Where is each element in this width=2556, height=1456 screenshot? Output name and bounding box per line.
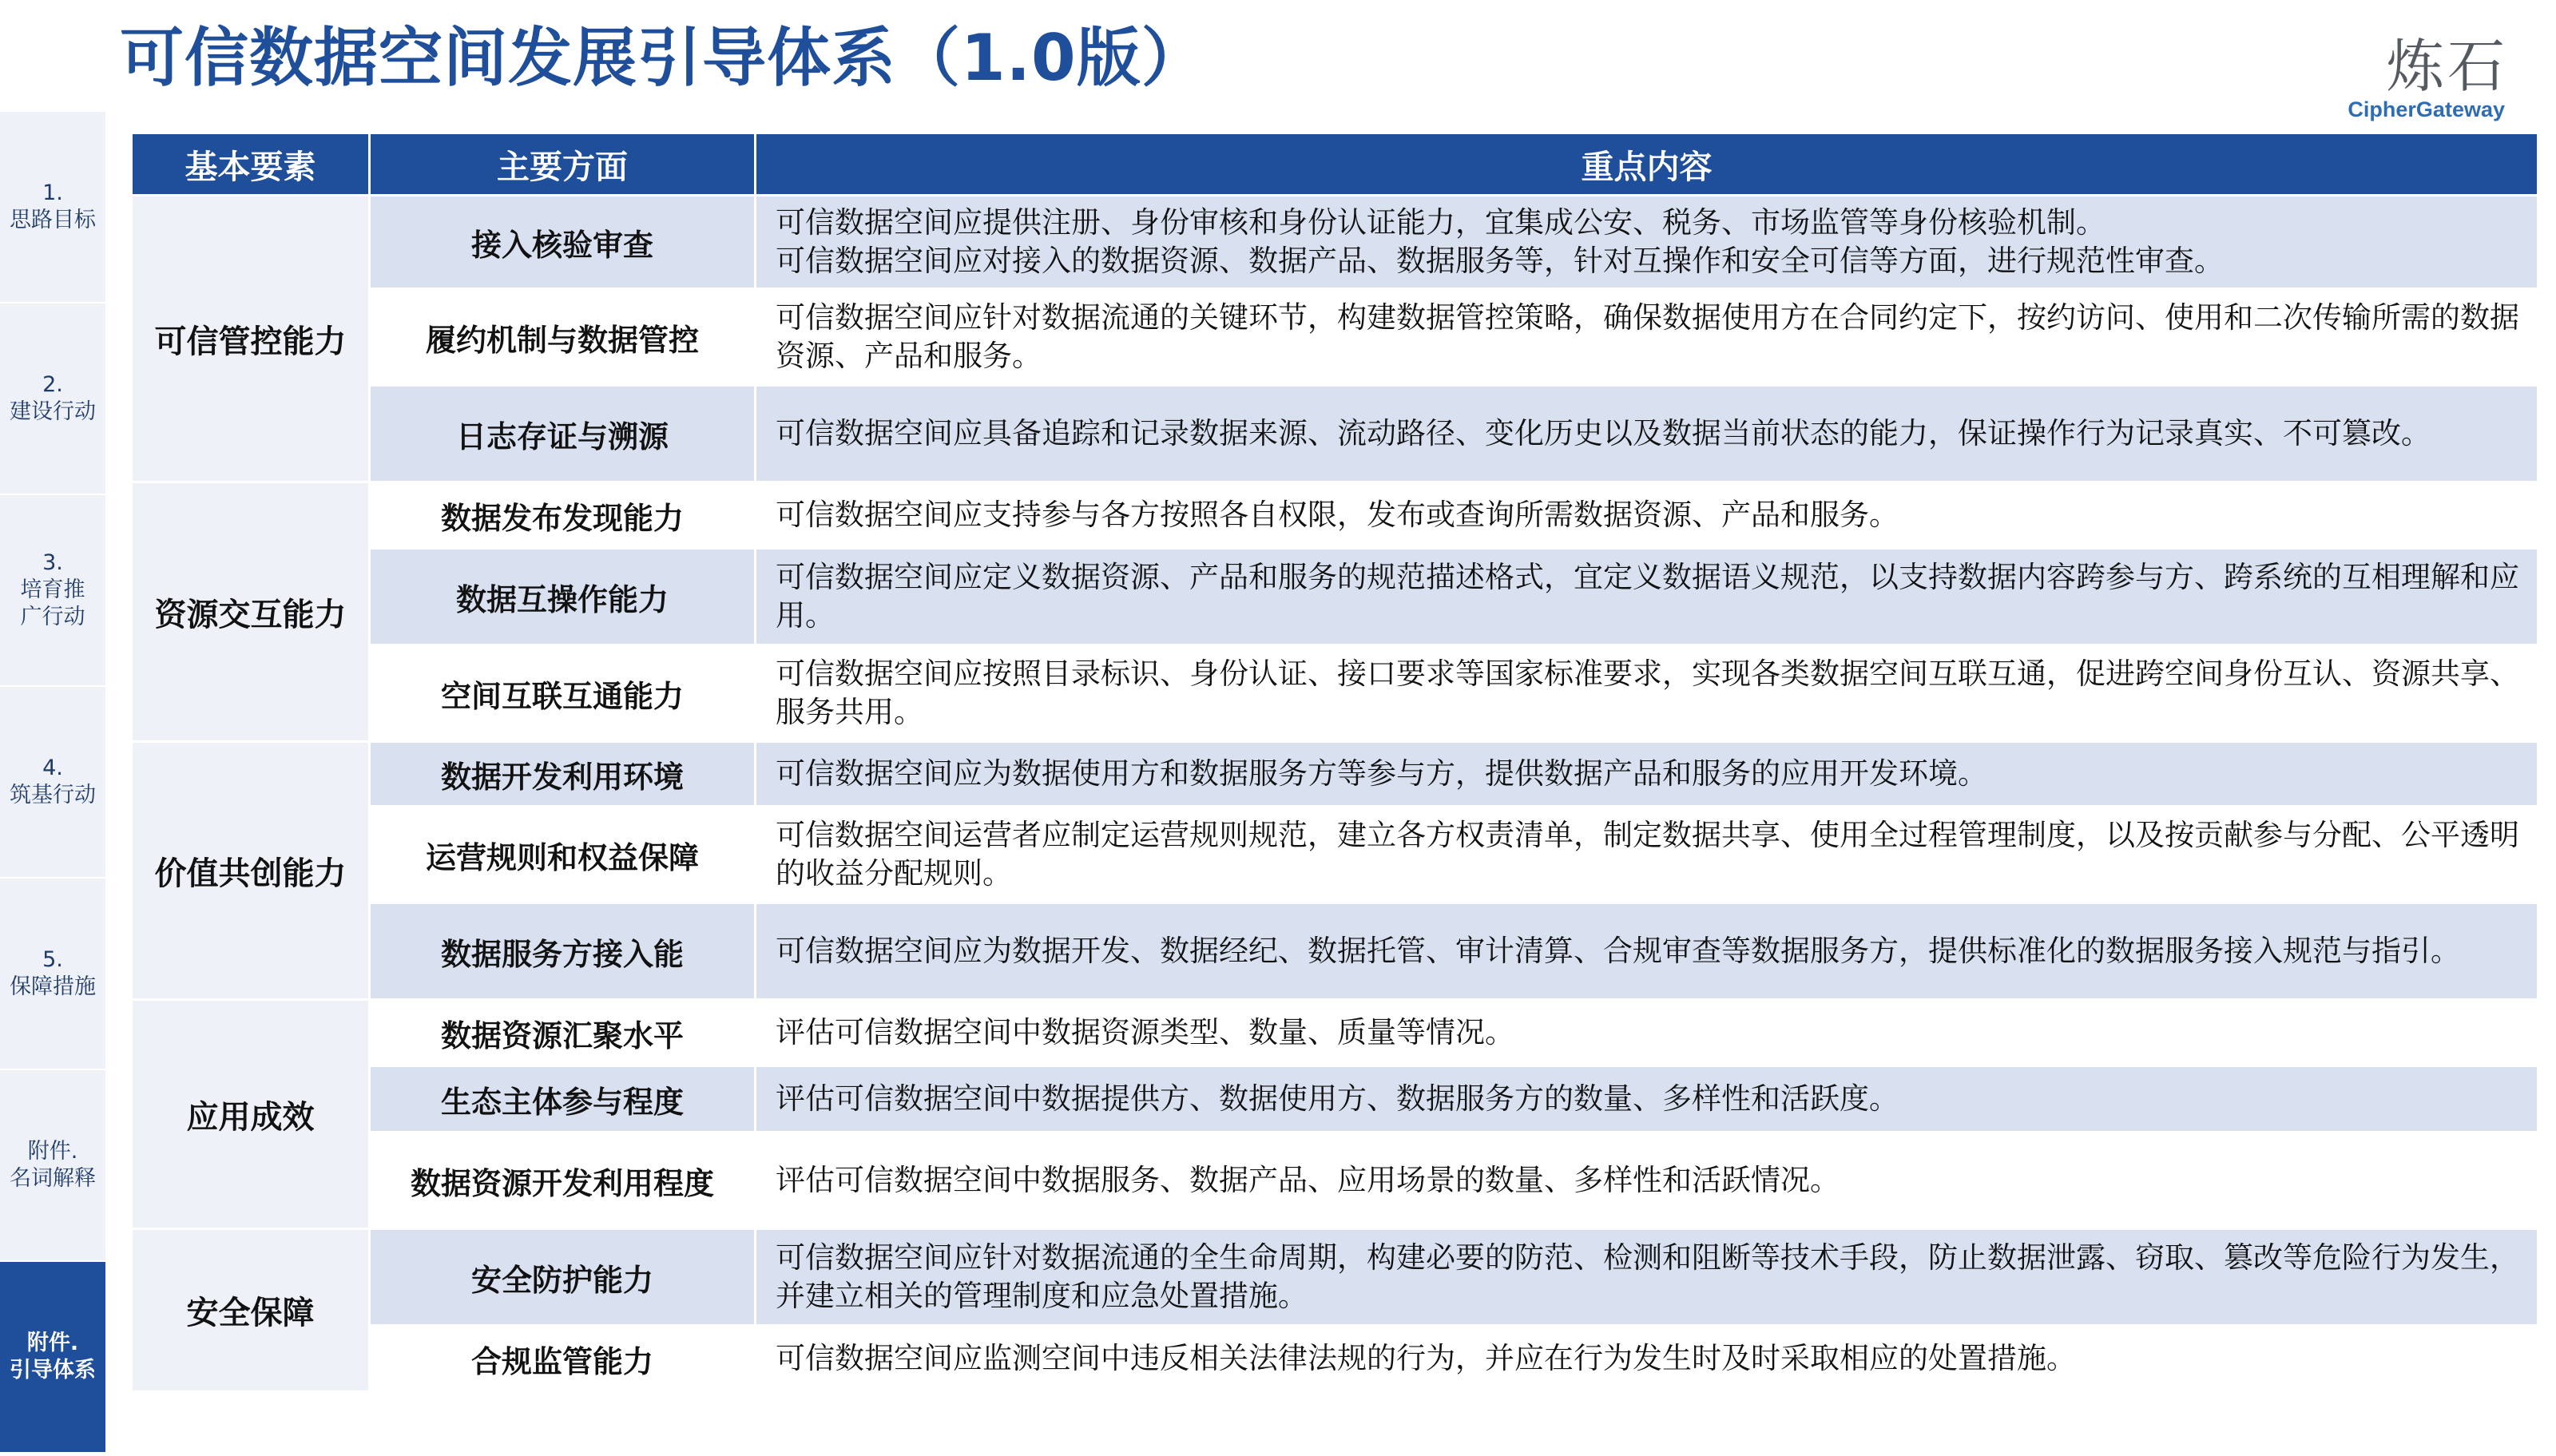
sidebar-item-label: 建设行动 xyxy=(10,399,96,424)
sidebar-item-number: 附件. xyxy=(26,1331,79,1355)
content-cell: 可信数据空间应针对数据流通的关键环节，构建数据管控策略，确保数据使用方在合同约定下，按约访问、使用和二次传输所需的数据资源、产品和服务。 xyxy=(756,290,2537,384)
aspect-cell: 数据服务方接入能 xyxy=(371,904,754,998)
sidebar-item-thinking-goals[interactable] xyxy=(0,112,105,302)
element-application-effect: 应用成效 xyxy=(133,1001,368,1228)
sidebar-item-promotion-actions[interactable] xyxy=(0,495,105,685)
aspect-cell: 履约机制与数据管控 xyxy=(371,290,754,384)
content-cell: 可信数据空间应针对数据流通的全生命周期，构建必要的防范、检测和阻断等技术手段，防止数据泄露、窃取、篡改等危险行为发生，并建立相关的管理制度和应急处置措施。 xyxy=(756,1230,2537,1324)
sidebar-item-foundation-actions[interactable] xyxy=(0,687,105,877)
sidebar-item-number: 4. xyxy=(42,756,63,780)
element-security-guarantee: 安全保障 xyxy=(133,1230,368,1391)
aspect-cell: 空间互联互通能力 xyxy=(371,646,754,740)
aspect-cell: 安全防护能力 xyxy=(371,1230,754,1324)
sidebar-item-label: 培育推广行动 xyxy=(20,577,85,629)
content-cell: 评估可信数据空间中数据资源类型、数量、质量等情况。 xyxy=(756,1001,2537,1065)
element-resource-interaction: 资源交互能力 xyxy=(133,483,368,740)
content-cell: 可信数据空间应具备追踪和记录数据来源、流动路径、变化历史以及数据当前状态的能力，保证操作行为记录真实、不可篡改。 xyxy=(756,387,2537,481)
sidebar-item-number: 1. xyxy=(42,181,63,205)
element-trusted-control: 可信管控能力 xyxy=(133,196,368,481)
header-basic-element: 基本要素 xyxy=(133,134,368,194)
sidebar-item-label: 名词解释 xyxy=(10,1166,96,1191)
content-cell: 可信数据空间应为数据开发、数据经纪、数据托管、审计清算、合规审查等数据服务方，提供标准化的数据服务接入规范与指引。 xyxy=(756,904,2537,998)
aspect-cell: 生态主体参与程度 xyxy=(371,1067,754,1131)
sidebar-item-safeguards[interactable] xyxy=(0,879,105,1069)
content-cell: 可信数据空间应支持参与各方按照各自权限，发布或查询所需数据资源、产品和服务。 xyxy=(756,483,2537,547)
sidebar-nav xyxy=(0,112,105,1456)
aspect-cell: 接入核验审查 xyxy=(371,196,754,288)
guidance-table xyxy=(133,134,2537,1391)
content-cell: 可信数据空间应定义数据资源、产品和服务的规范描述格式，宜定义数据语义规范，以支持数据内容跨参与方、跨系统的互相理解和应用。 xyxy=(756,549,2537,644)
aspect-cell: 数据资源汇聚水平 xyxy=(371,1001,754,1065)
sidebar-item-number: 2. xyxy=(42,372,63,397)
logo-chinese: 炼石 xyxy=(2386,33,2508,100)
sidebar-item-number: 附件. xyxy=(27,1139,78,1164)
sidebar-item-label: 引导体系 xyxy=(10,1358,96,1383)
sidebar-item-label: 保障措施 xyxy=(10,974,96,999)
sidebar-item-label: 思路目标 xyxy=(10,208,96,232)
aspect-cell: 日志存证与溯源 xyxy=(371,387,754,481)
content-cell: 评估可信数据空间中数据服务、数据产品、应用场景的数量、多样性和活跃情况。 xyxy=(756,1133,2537,1228)
aspect-cell: 数据发布发现能力 xyxy=(371,483,754,547)
element-value-cocreation: 价值共创能力 xyxy=(133,743,368,998)
content-cell: 可信数据空间应为数据使用方和数据服务方等参与方，提供数据产品和服务的应用开发环境。 xyxy=(756,743,2537,805)
sidebar-item-construction-actions[interactable] xyxy=(0,303,105,494)
sidebar-item-number: 5. xyxy=(42,947,63,972)
content-cell: 可信数据空间应监测空间中违反相关法律法规的行为，并应在行为发生时及时采取相应的处置措施。 xyxy=(756,1327,2537,1391)
aspect-cell: 运营规则和权益保障 xyxy=(371,807,754,902)
content-cell: 可信数据空间应按照目录标识、身份认证、接口要求等国家标准要求，实现各类数据空间互联互通，促进跨空间身份互认、资源共享、服务共用。 xyxy=(756,646,2537,740)
content-cell: 评估可信数据空间中数据提供方、数据使用方、数据服务方的数量、多样性和活跃度。 xyxy=(756,1067,2537,1131)
aspect-cell: 合规监管能力 xyxy=(371,1327,754,1391)
aspect-cell: 数据互操作能力 xyxy=(371,549,754,644)
logo xyxy=(2308,30,2508,126)
sidebar-item-label: 筑基行动 xyxy=(10,783,96,807)
page-title: 可信数据空间发展引导体系（1.0版） xyxy=(120,21,1206,95)
sidebar-item-number: 3. xyxy=(42,550,63,575)
aspect-cell: 数据开发利用环境 xyxy=(371,743,754,805)
aspect-cell: 数据资源开发利用程度 xyxy=(371,1133,754,1228)
sidebar-item-glossary[interactable] xyxy=(0,1070,105,1260)
sidebar-item-guidance-system[interactable] xyxy=(0,1262,105,1452)
header-key-content: 重点内容 xyxy=(756,134,2537,194)
header-main-aspect: 主要方面 xyxy=(371,134,754,194)
content-cell: 可信数据空间应提供注册、身份审核和身份认证能力，宜集成公安、税务、市场监管等身份核验机制。 可信数据空间应对接入的数据资源、数据产品、数据服务等，针对互操作和安全可信等方面，进行规范性审查。 xyxy=(756,196,2537,288)
content-cell: 可信数据空间运营者应制定运营规则规范，建立各方权责清单，制定数据共享、使用全过程管理制度，以及按贡献参与分配、公平透明的收益分配规则。 xyxy=(756,807,2537,902)
logo-english: CipherGateway xyxy=(2348,97,2505,121)
